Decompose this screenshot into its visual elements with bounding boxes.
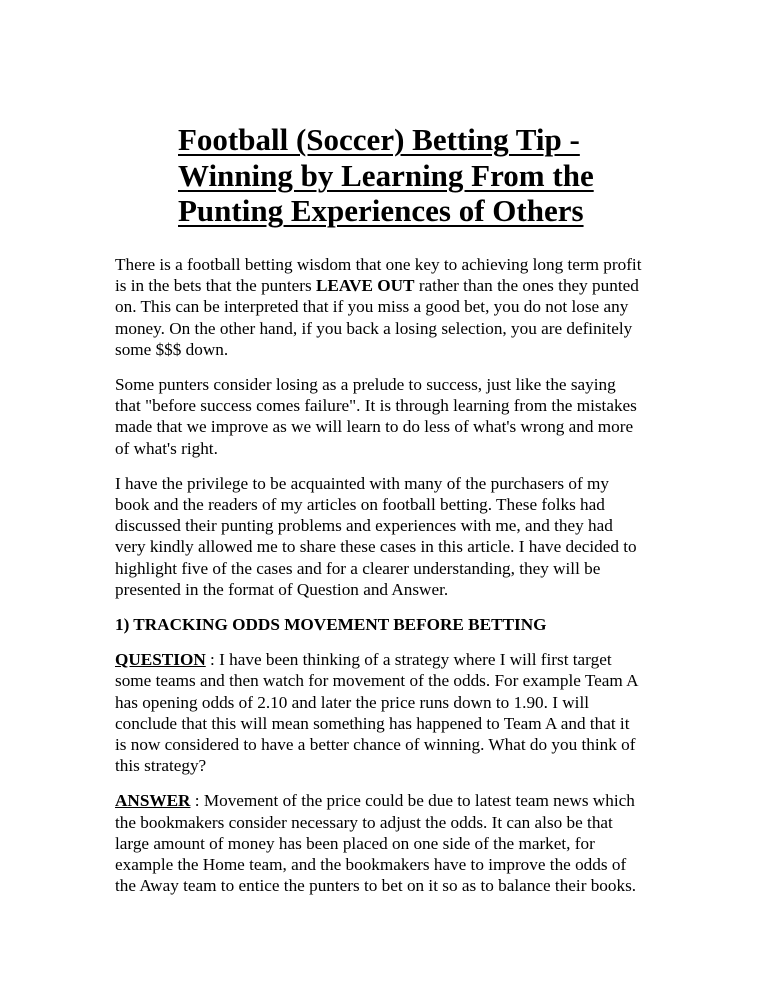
text-line: book and the readers of my articles on football betting. These folks had (115, 495, 605, 515)
text-line (115, 790, 660, 811)
document-body (115, 254, 660, 910)
text-line: of what's right. (115, 438, 218, 458)
text-line: the bookmakers consider necessary to adjust the odds. It can also be that (115, 812, 613, 832)
text-line: discussed their punting problems and experiences with me, and they had (115, 516, 613, 536)
text-line (115, 649, 660, 670)
answer-label: ANSWER (115, 791, 191, 811)
text-run: : Movement of the price could be due to latest team news which (190, 791, 635, 811)
text-run: : I have been thinking of a strategy where I will first target (205, 650, 612, 670)
text-line: conclude that this will mean something has happened to Team A and that it (115, 713, 630, 733)
answer-block (115, 790, 660, 896)
text-line: on. This can be interpreted that if you miss a good bet, you do not lose any (115, 297, 629, 317)
question-label: QUESTION (115, 650, 206, 670)
document-title (178, 122, 638, 229)
text-line (115, 275, 660, 296)
text-line: highlight five of the cases and for a clearer understanding, they will be (115, 558, 601, 578)
title-line: Winning by Learning From the (178, 157, 594, 193)
text-line: very kindly allowed me to share these cases in this article. I have decided to (115, 537, 637, 557)
title-line: Punting Experiences of Others (178, 193, 584, 228)
text-run: is in the bets that the punters (115, 276, 316, 296)
text-line: There is a football betting wisdom that one key to achieving long term profit (115, 255, 642, 274)
text-line: I have the privilege to be acquainted with many of the purchasers of my (115, 473, 609, 493)
section-heading: 1) TRACKING ODDS MOVEMENT BEFORE BETTING (115, 615, 547, 635)
text-line: the Away team to entice the punters to bet on it so as to balance their books. (115, 876, 637, 896)
paragraph-intro (115, 254, 660, 360)
text-run: rather than the ones they punted (414, 276, 639, 296)
title-line: Football (Soccer) Betting Tip - (178, 122, 580, 157)
text-line: made that we improve as we will learn to do less of what's wrong and more (115, 417, 634, 437)
text-line: that "before success comes failure". It is through learning from the mistakes (115, 396, 637, 416)
text-line: large amount of money has been placed on one side of the market, for (115, 833, 595, 853)
text-line: presented in the format of Question and Answer. (115, 579, 449, 599)
text-line: this strategy? (115, 756, 207, 776)
question-block (115, 649, 660, 776)
paragraph-privilege (115, 473, 660, 600)
text-line: Some punters consider losing as a prelude to success, just like the saying (115, 375, 616, 395)
text-line: example the Home team, and the bookmakers have to improve the odds of (115, 855, 627, 875)
emphasis-leave-out: LEAVE OUT (315, 276, 415, 296)
paragraph-losing (115, 374, 660, 459)
text-line: has opening odds of 2.10 and later the price runs down to 1.90. I will (115, 692, 589, 712)
text-line: some teams and then watch for movement of the odds. For example Team A (115, 671, 639, 691)
text-line: some $$$ down. (115, 339, 229, 359)
text-line: money. On the other hand, if you back a losing selection, you are definitely (115, 318, 633, 338)
text-line: is now considered to have a better chance of winning. What do you think of (115, 735, 636, 755)
